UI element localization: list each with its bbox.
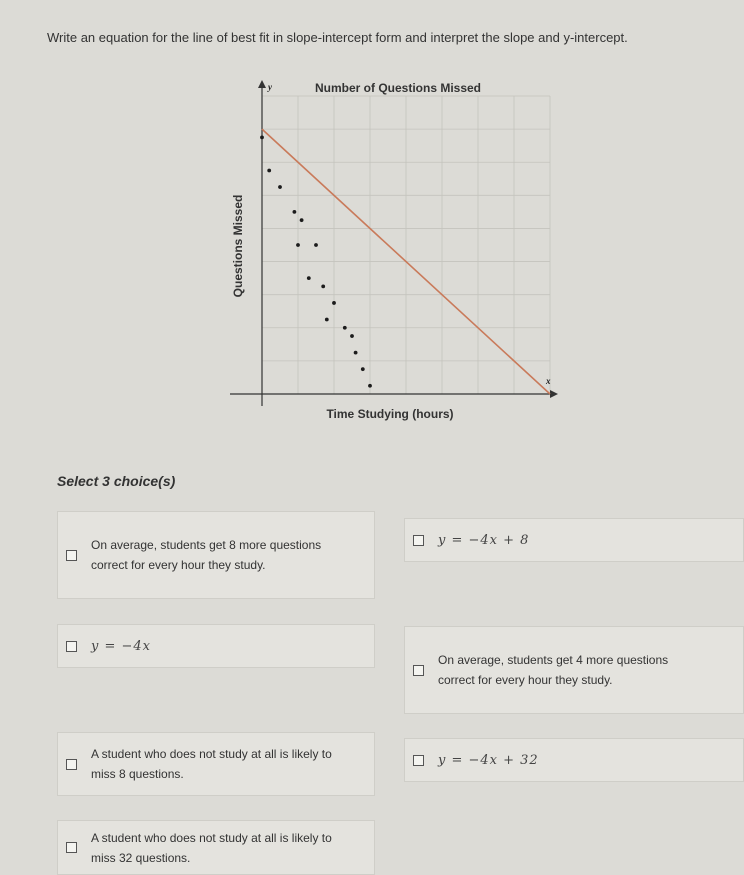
choice-5[interactable] bbox=[57, 732, 375, 796]
choice-5-label: A student who does not study at all is likely to miss 8 questions. bbox=[91, 747, 332, 781]
choice-4[interactable] bbox=[404, 626, 744, 714]
choice-6[interactable] bbox=[404, 738, 744, 782]
choice-7-label: A student who does not study at all is likely to miss 32 questions. bbox=[91, 830, 332, 865]
choice-3-checkbox[interactable] bbox=[66, 641, 77, 652]
data-point-1 bbox=[260, 135, 264, 139]
choice-2-checkbox[interactable] bbox=[413, 535, 424, 546]
choice-2[interactable] bbox=[404, 518, 744, 562]
choice-5-checkbox[interactable] bbox=[66, 759, 77, 770]
data-point-11 bbox=[325, 318, 329, 322]
choice-7[interactable] bbox=[57, 820, 375, 875]
choice-2-label: y = −4x + 8 bbox=[438, 532, 530, 548]
x-axis-letter: x bbox=[546, 376, 551, 386]
data-point-3 bbox=[278, 185, 282, 189]
data-point-9 bbox=[321, 284, 325, 288]
chart-title: Number of Questions Missed bbox=[314, 81, 482, 95]
data-point-12 bbox=[343, 326, 347, 330]
data-point-5 bbox=[300, 218, 304, 222]
scatter-plot bbox=[200, 76, 560, 446]
y-axis-letter: y bbox=[268, 82, 272, 92]
choice-3-label: y = −4x bbox=[91, 638, 151, 654]
choice-1[interactable] bbox=[57, 511, 375, 599]
y-axis-label: Questions Missed bbox=[231, 194, 245, 298]
data-point-6 bbox=[296, 243, 300, 247]
data-point-13 bbox=[350, 334, 354, 338]
chart-svg bbox=[200, 76, 560, 446]
data-point-14 bbox=[354, 351, 358, 355]
data-point-8 bbox=[307, 276, 311, 280]
choice-6-label: y = −4x + 32 bbox=[438, 752, 539, 768]
data-point-15 bbox=[361, 367, 365, 371]
data-point-7 bbox=[314, 243, 318, 247]
select-instruction: Select 3 choice(s) bbox=[57, 473, 176, 489]
question-prompt: Write an equation for the line of best fit in slope-intercept form and interpret the slope and y-intercept. bbox=[47, 30, 628, 45]
choice-1-checkbox[interactable] bbox=[66, 550, 77, 561]
data-point-2 bbox=[267, 169, 271, 173]
chart-background bbox=[200, 76, 560, 446]
x-axis-label: Time Studying (hours) bbox=[326, 407, 454, 421]
data-point-10 bbox=[332, 301, 336, 305]
choice-1-label: On average, students get 8 more questions correct for every hour they study. bbox=[91, 538, 322, 572]
data-point-4 bbox=[293, 210, 297, 214]
choice-7-checkbox[interactable] bbox=[66, 842, 77, 853]
choice-4-checkbox[interactable] bbox=[413, 665, 424, 676]
choice-6-checkbox[interactable] bbox=[413, 755, 424, 766]
data-point-16 bbox=[368, 384, 372, 388]
choice-3[interactable] bbox=[57, 624, 375, 668]
choice-4-label: On average, students get 4 more questions correct for every hour they study. bbox=[438, 653, 669, 687]
